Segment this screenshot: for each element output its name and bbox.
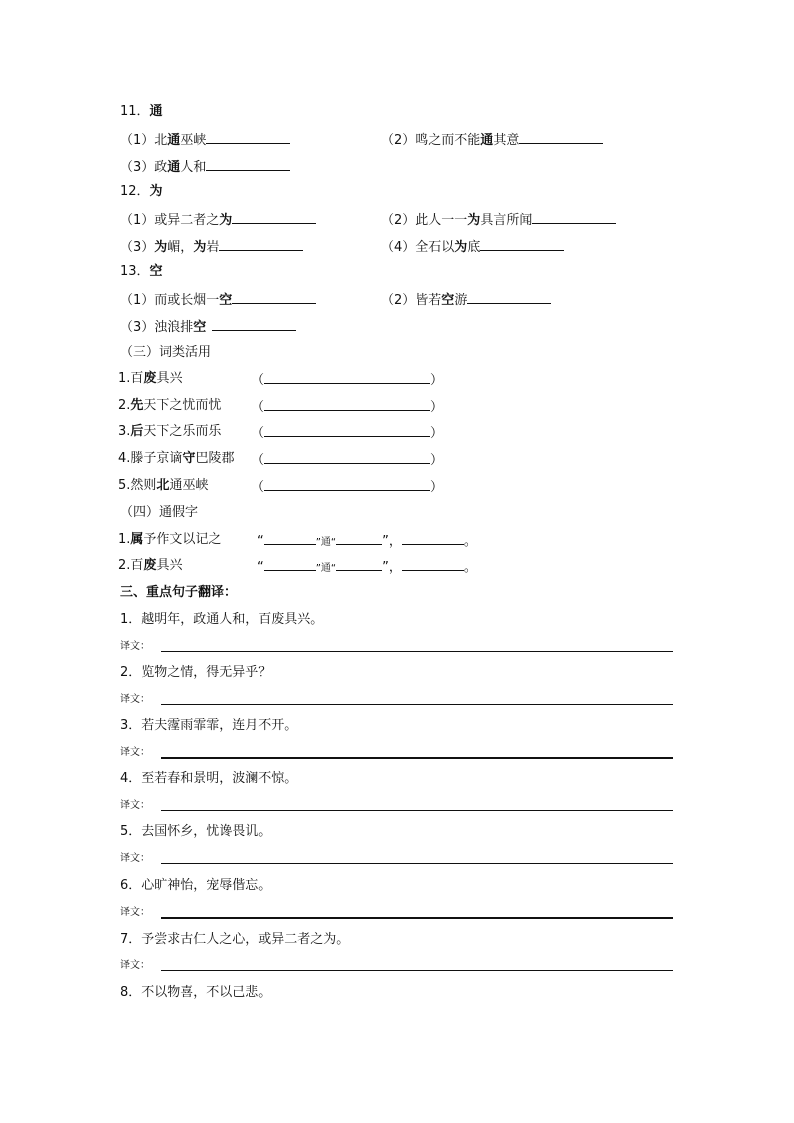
translation-label: 译文： bbox=[120, 641, 150, 652]
period: 。 bbox=[463, 534, 477, 549]
item-text: 北 bbox=[154, 133, 168, 148]
item-text: 予作文以记之 bbox=[143, 532, 222, 547]
item-number: （2） bbox=[381, 213, 416, 228]
item-keyword: 废 bbox=[143, 371, 157, 386]
open-paren: （ bbox=[251, 480, 265, 495]
word-class-answer-4 bbox=[251, 451, 443, 469]
item-keyword: 先 bbox=[130, 398, 144, 413]
sentence-2: 2．览物之情，得无异乎？ bbox=[120, 665, 272, 680]
quote-open: “ bbox=[257, 560, 264, 575]
tong-text: ”通“ bbox=[315, 563, 337, 574]
answer-blank[interactable] bbox=[206, 131, 290, 144]
word-class-answer-5 bbox=[251, 478, 443, 496]
tongjia-item-2 bbox=[118, 558, 182, 574]
item-text: 嵋， bbox=[167, 240, 194, 255]
word-class-answer-2 bbox=[251, 398, 443, 416]
section-number: 11． bbox=[120, 104, 150, 119]
quote-open: “ bbox=[257, 534, 264, 549]
item-number: 2. bbox=[118, 398, 131, 413]
sec11-item-2 bbox=[381, 131, 603, 149]
sentence-8: 8．不以物喜，不以己悲。 bbox=[120, 985, 272, 1000]
tongjia-answer-2 bbox=[257, 558, 477, 577]
item-keyword: 为 bbox=[467, 213, 481, 228]
translation-label: 译文： bbox=[120, 960, 150, 971]
word-class-heading: （三）词类活用 bbox=[120, 345, 212, 360]
item-keyword: 北 bbox=[156, 478, 170, 493]
answer-blank[interactable] bbox=[532, 211, 616, 224]
sec13-item-3 bbox=[120, 318, 296, 336]
item-keyword: 空 bbox=[219, 293, 233, 308]
translation-answer-line[interactable] bbox=[161, 917, 673, 919]
tongjia-heading: （四）通假字 bbox=[120, 505, 199, 520]
item-number: 5. bbox=[118, 478, 131, 493]
item-keyword: 后 bbox=[130, 424, 144, 439]
item-text: 巫峡 bbox=[180, 133, 207, 148]
answer-blank[interactable] bbox=[212, 318, 296, 331]
item-text: 此人一一 bbox=[415, 213, 468, 228]
item-number: （2） bbox=[381, 293, 416, 308]
item-number: （3） bbox=[120, 320, 155, 335]
close-paren: ） bbox=[430, 480, 444, 495]
answer-blank[interactable] bbox=[480, 238, 564, 251]
item-text: 具言所闻 bbox=[480, 213, 533, 228]
answer-blank[interactable] bbox=[402, 558, 464, 571]
close-paren: ） bbox=[430, 373, 444, 388]
item-number: （1） bbox=[120, 213, 155, 228]
open-paren: （ bbox=[251, 400, 265, 415]
open-paren: （ bbox=[251, 426, 265, 441]
item-number: （1） bbox=[120, 133, 155, 148]
translation-label: 译文： bbox=[120, 694, 150, 705]
sec12-item-3 bbox=[120, 238, 303, 256]
answer-blank[interactable] bbox=[264, 398, 430, 411]
section-number: 13． bbox=[120, 264, 150, 279]
sec13-item-1 bbox=[120, 291, 316, 309]
item-text: 或异二者之 bbox=[154, 213, 220, 228]
answer-blank[interactable] bbox=[336, 558, 382, 571]
answer-blank[interactable] bbox=[264, 451, 430, 464]
item-text: 滕子京谪 bbox=[130, 451, 183, 466]
item-text: 底 bbox=[467, 240, 481, 255]
item-text: 天下之乐而乐 bbox=[143, 424, 222, 439]
sentence-3: 3．若夫霪雨霏霏，连月不开。 bbox=[120, 718, 298, 733]
item-text: 具兴 bbox=[156, 371, 183, 386]
sentence-1: 1．越明年，政通人和，百废具兴。 bbox=[120, 612, 324, 627]
translation-label: 译文： bbox=[120, 747, 150, 758]
sentence-7: 7．予尝求古仁人之心，或异二者之为。 bbox=[120, 932, 350, 947]
item-text: 具兴 bbox=[156, 558, 183, 573]
item-number: （3） bbox=[120, 240, 155, 255]
answer-blank[interactable] bbox=[232, 211, 316, 224]
answer-blank[interactable] bbox=[264, 558, 316, 571]
item-number: 1. bbox=[118, 371, 131, 386]
item-keyword: 为 bbox=[454, 240, 468, 255]
item-keyword: 为 bbox=[193, 240, 207, 255]
item-keyword: 为 bbox=[154, 240, 168, 255]
section-12-title bbox=[120, 184, 163, 200]
answer-blank[interactable] bbox=[232, 291, 316, 304]
answer-blank[interactable] bbox=[336, 532, 382, 545]
word-class-item-3 bbox=[118, 424, 221, 440]
translation-answer-line[interactable] bbox=[161, 810, 673, 811]
quote-close: ”， bbox=[382, 560, 402, 575]
translation-answer-line[interactable] bbox=[161, 651, 673, 652]
word-class-answer-3 bbox=[251, 424, 443, 442]
word-class-item-5 bbox=[118, 478, 208, 494]
sentence-6: 6．心旷神怡，宠辱偕忘。 bbox=[120, 878, 272, 893]
open-paren: （ bbox=[251, 373, 265, 388]
tongjia-item-1 bbox=[118, 532, 221, 548]
section-number: 12． bbox=[120, 184, 150, 199]
translation-answer-line[interactable] bbox=[161, 970, 673, 971]
item-number: 3. bbox=[118, 424, 131, 439]
answer-blank[interactable] bbox=[467, 291, 551, 304]
item-text: 政 bbox=[154, 160, 168, 175]
quote-close: ”， bbox=[382, 534, 402, 549]
item-text: 皆若 bbox=[415, 293, 442, 308]
translation-heading: 三、重点句子翻译： bbox=[120, 585, 238, 600]
translation-answer-line[interactable] bbox=[161, 863, 673, 864]
period: 。 bbox=[463, 560, 477, 575]
word-class-item-4 bbox=[118, 451, 234, 467]
item-text: 天下之忧而忧 bbox=[143, 398, 222, 413]
item-number: 2. bbox=[118, 558, 131, 573]
answer-blank[interactable] bbox=[206, 158, 290, 171]
close-paren: ） bbox=[430, 426, 444, 441]
item-number: （1） bbox=[120, 293, 155, 308]
answer-blank[interactable] bbox=[264, 424, 430, 437]
tong-text: ”通“ bbox=[315, 537, 337, 548]
item-keyword: 通 bbox=[480, 133, 494, 148]
answer-blank[interactable] bbox=[519, 131, 603, 144]
item-text: 全石以 bbox=[415, 240, 455, 255]
sec11-item-1 bbox=[120, 131, 290, 149]
item-number: （4） bbox=[381, 240, 416, 255]
close-paren: ） bbox=[430, 453, 444, 468]
item-keyword: 废 bbox=[143, 558, 157, 573]
item-text: 浊浪排 bbox=[154, 320, 194, 335]
open-paren: （ bbox=[251, 453, 265, 468]
translation-label: 译文： bbox=[120, 907, 150, 918]
translation-answer-line[interactable] bbox=[161, 757, 673, 759]
answer-blank[interactable] bbox=[264, 371, 430, 384]
tongjia-answer-1 bbox=[257, 532, 477, 551]
item-text: 百 bbox=[130, 371, 144, 386]
answer-blank[interactable] bbox=[219, 238, 303, 251]
sec13-item-2 bbox=[381, 291, 551, 309]
item-text: 然则 bbox=[130, 478, 157, 493]
translation-label: 译文： bbox=[120, 853, 150, 864]
word-class-answer-1 bbox=[251, 371, 443, 389]
item-keyword: 空 bbox=[193, 320, 207, 335]
item-keyword: 为 bbox=[219, 213, 233, 228]
answer-blank[interactable] bbox=[264, 532, 316, 545]
section-keyword: 通 bbox=[149, 104, 163, 119]
item-keyword: 属 bbox=[130, 532, 144, 547]
section-keyword: 为 bbox=[149, 184, 163, 199]
close-paren: ） bbox=[430, 400, 444, 415]
translation-label: 译文： bbox=[120, 800, 150, 811]
sec12-item-1 bbox=[120, 211, 316, 229]
sentence-5: 5．去国怀乡，忧谗畏讥。 bbox=[120, 824, 272, 839]
section-11-title bbox=[120, 104, 163, 120]
sec11-item-3 bbox=[120, 158, 290, 176]
sec12-item-2 bbox=[381, 211, 616, 229]
item-text: 鸣之而不能 bbox=[415, 133, 481, 148]
section-keyword: 空 bbox=[149, 264, 163, 279]
answer-blank[interactable] bbox=[402, 532, 464, 545]
item-number: （2） bbox=[381, 133, 416, 148]
item-keyword: 守 bbox=[182, 451, 196, 466]
word-class-item-2 bbox=[118, 398, 221, 414]
item-keyword: 空 bbox=[441, 293, 455, 308]
item-keyword: 通 bbox=[167, 133, 181, 148]
item-number: （3） bbox=[120, 160, 155, 175]
item-text: 而或长烟一 bbox=[154, 293, 220, 308]
item-keyword: 通 bbox=[167, 160, 181, 175]
item-number: 1. bbox=[118, 532, 131, 547]
item-text: 岩 bbox=[206, 240, 220, 255]
item-text: 游 bbox=[454, 293, 468, 308]
item-text: 其意 bbox=[493, 133, 520, 148]
item-number: 4. bbox=[118, 451, 131, 466]
answer-blank[interactable] bbox=[264, 478, 430, 491]
item-text: 百 bbox=[130, 558, 144, 573]
word-class-item-1 bbox=[118, 371, 182, 387]
section-13-title bbox=[120, 264, 163, 280]
item-text: 人和 bbox=[180, 160, 207, 175]
translation-answer-line[interactable] bbox=[161, 704, 673, 705]
sentence-4: 4．至若春和景明，波澜不惊。 bbox=[120, 771, 298, 786]
item-text: 巴陵郡 bbox=[195, 451, 235, 466]
sec12-item-4 bbox=[381, 238, 564, 256]
item-text: 通巫峡 bbox=[169, 478, 209, 493]
